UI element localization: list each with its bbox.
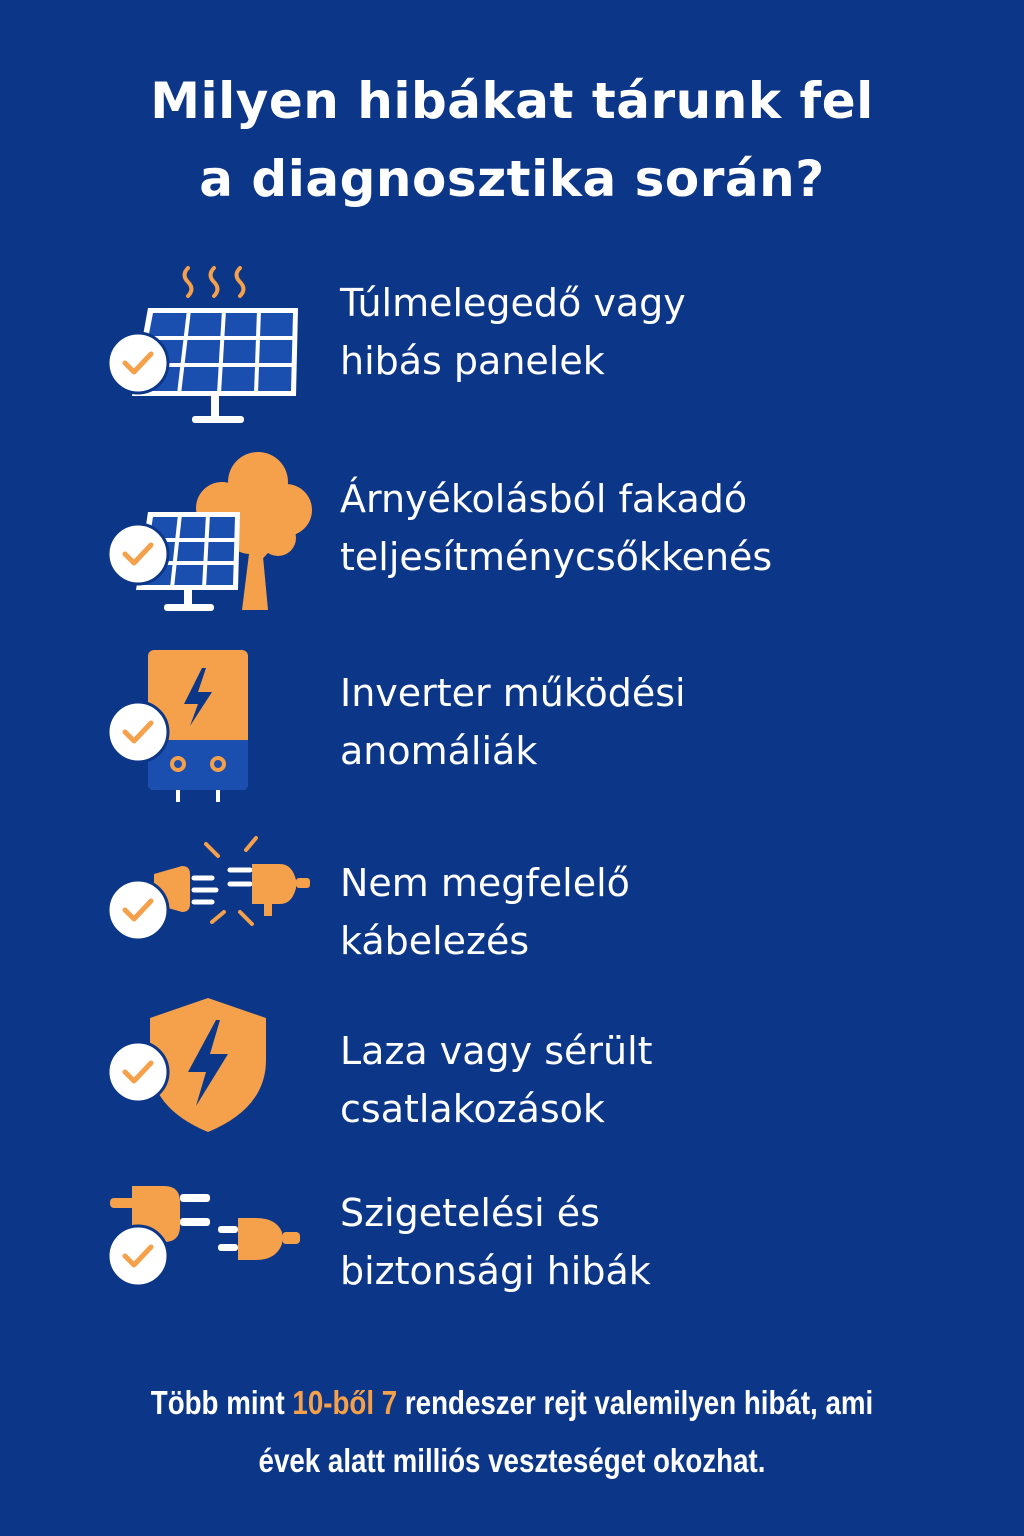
item-text <box>340 1022 1000 1138</box>
shield-lightning-icon <box>100 990 320 1170</box>
checkmark-icon <box>108 702 168 762</box>
item-line-1: Túlmelegedő vagy <box>340 281 686 325</box>
item-line-1: Inverter működési <box>340 671 686 715</box>
checkmark-icon <box>108 880 168 940</box>
checkmark-icon <box>108 1226 168 1286</box>
item-text <box>340 274 1000 390</box>
item-line-2: csatlakozások <box>340 1087 605 1131</box>
list-item-cabling <box>0 830 1024 1010</box>
item-line-2: hibás panelek <box>340 339 605 383</box>
socket-icon <box>218 1218 300 1260</box>
checkmark-icon <box>108 333 168 393</box>
item-text <box>340 854 1000 970</box>
list-item-shading <box>0 450 1024 630</box>
footer-text-end: rendeszer rejt valemilyen hibát, ami <box>397 1384 874 1421</box>
plug-connector-icon <box>100 1170 320 1350</box>
checkmark-icon <box>108 524 168 584</box>
list-item-insulation <box>0 1170 1024 1350</box>
checkmark-icon <box>108 1042 168 1102</box>
page-title <box>0 62 1024 218</box>
item-line-2: kábelezés <box>340 919 530 963</box>
title-line-2: a diagnosztika során? <box>199 150 825 208</box>
inverter-icon <box>100 640 320 820</box>
shaded-solar-panel-icon <box>100 450 320 630</box>
list-item-overheating-panels <box>0 250 1024 430</box>
footer-highlight: 10-ből 7 <box>292 1384 398 1421</box>
item-line-2: biztonsági hibák <box>340 1249 651 1293</box>
list-item-connections <box>0 990 1024 1170</box>
footer-note <box>82 1374 942 1490</box>
overheating-solar-panel-icon <box>100 250 320 430</box>
item-line-2: anomáliák <box>340 729 538 773</box>
footer-line-1 <box>82 1374 942 1432</box>
footer-text-start: Több mint <box>150 1384 293 1421</box>
footer-line-2: évek alatt milliós veszteséget okozhat. <box>258 1442 766 1479</box>
item-line-1: Árnyékolásból fakadó <box>340 477 748 521</box>
list-item-inverter <box>0 640 1024 820</box>
item-line-2: teljesítménycsőkkenés <box>340 535 773 579</box>
item-text <box>340 1184 1000 1300</box>
item-text <box>340 664 1000 780</box>
title-line-1: Milyen hibákat tárunk fel <box>150 72 874 130</box>
item-line-1: Laza vagy sérült <box>340 1029 653 1073</box>
item-line-1: Nem megfelelő <box>340 861 630 905</box>
item-line-1: Szigetelési és <box>340 1191 600 1235</box>
broken-cable-icon <box>100 830 320 1010</box>
item-text <box>340 470 1000 586</box>
